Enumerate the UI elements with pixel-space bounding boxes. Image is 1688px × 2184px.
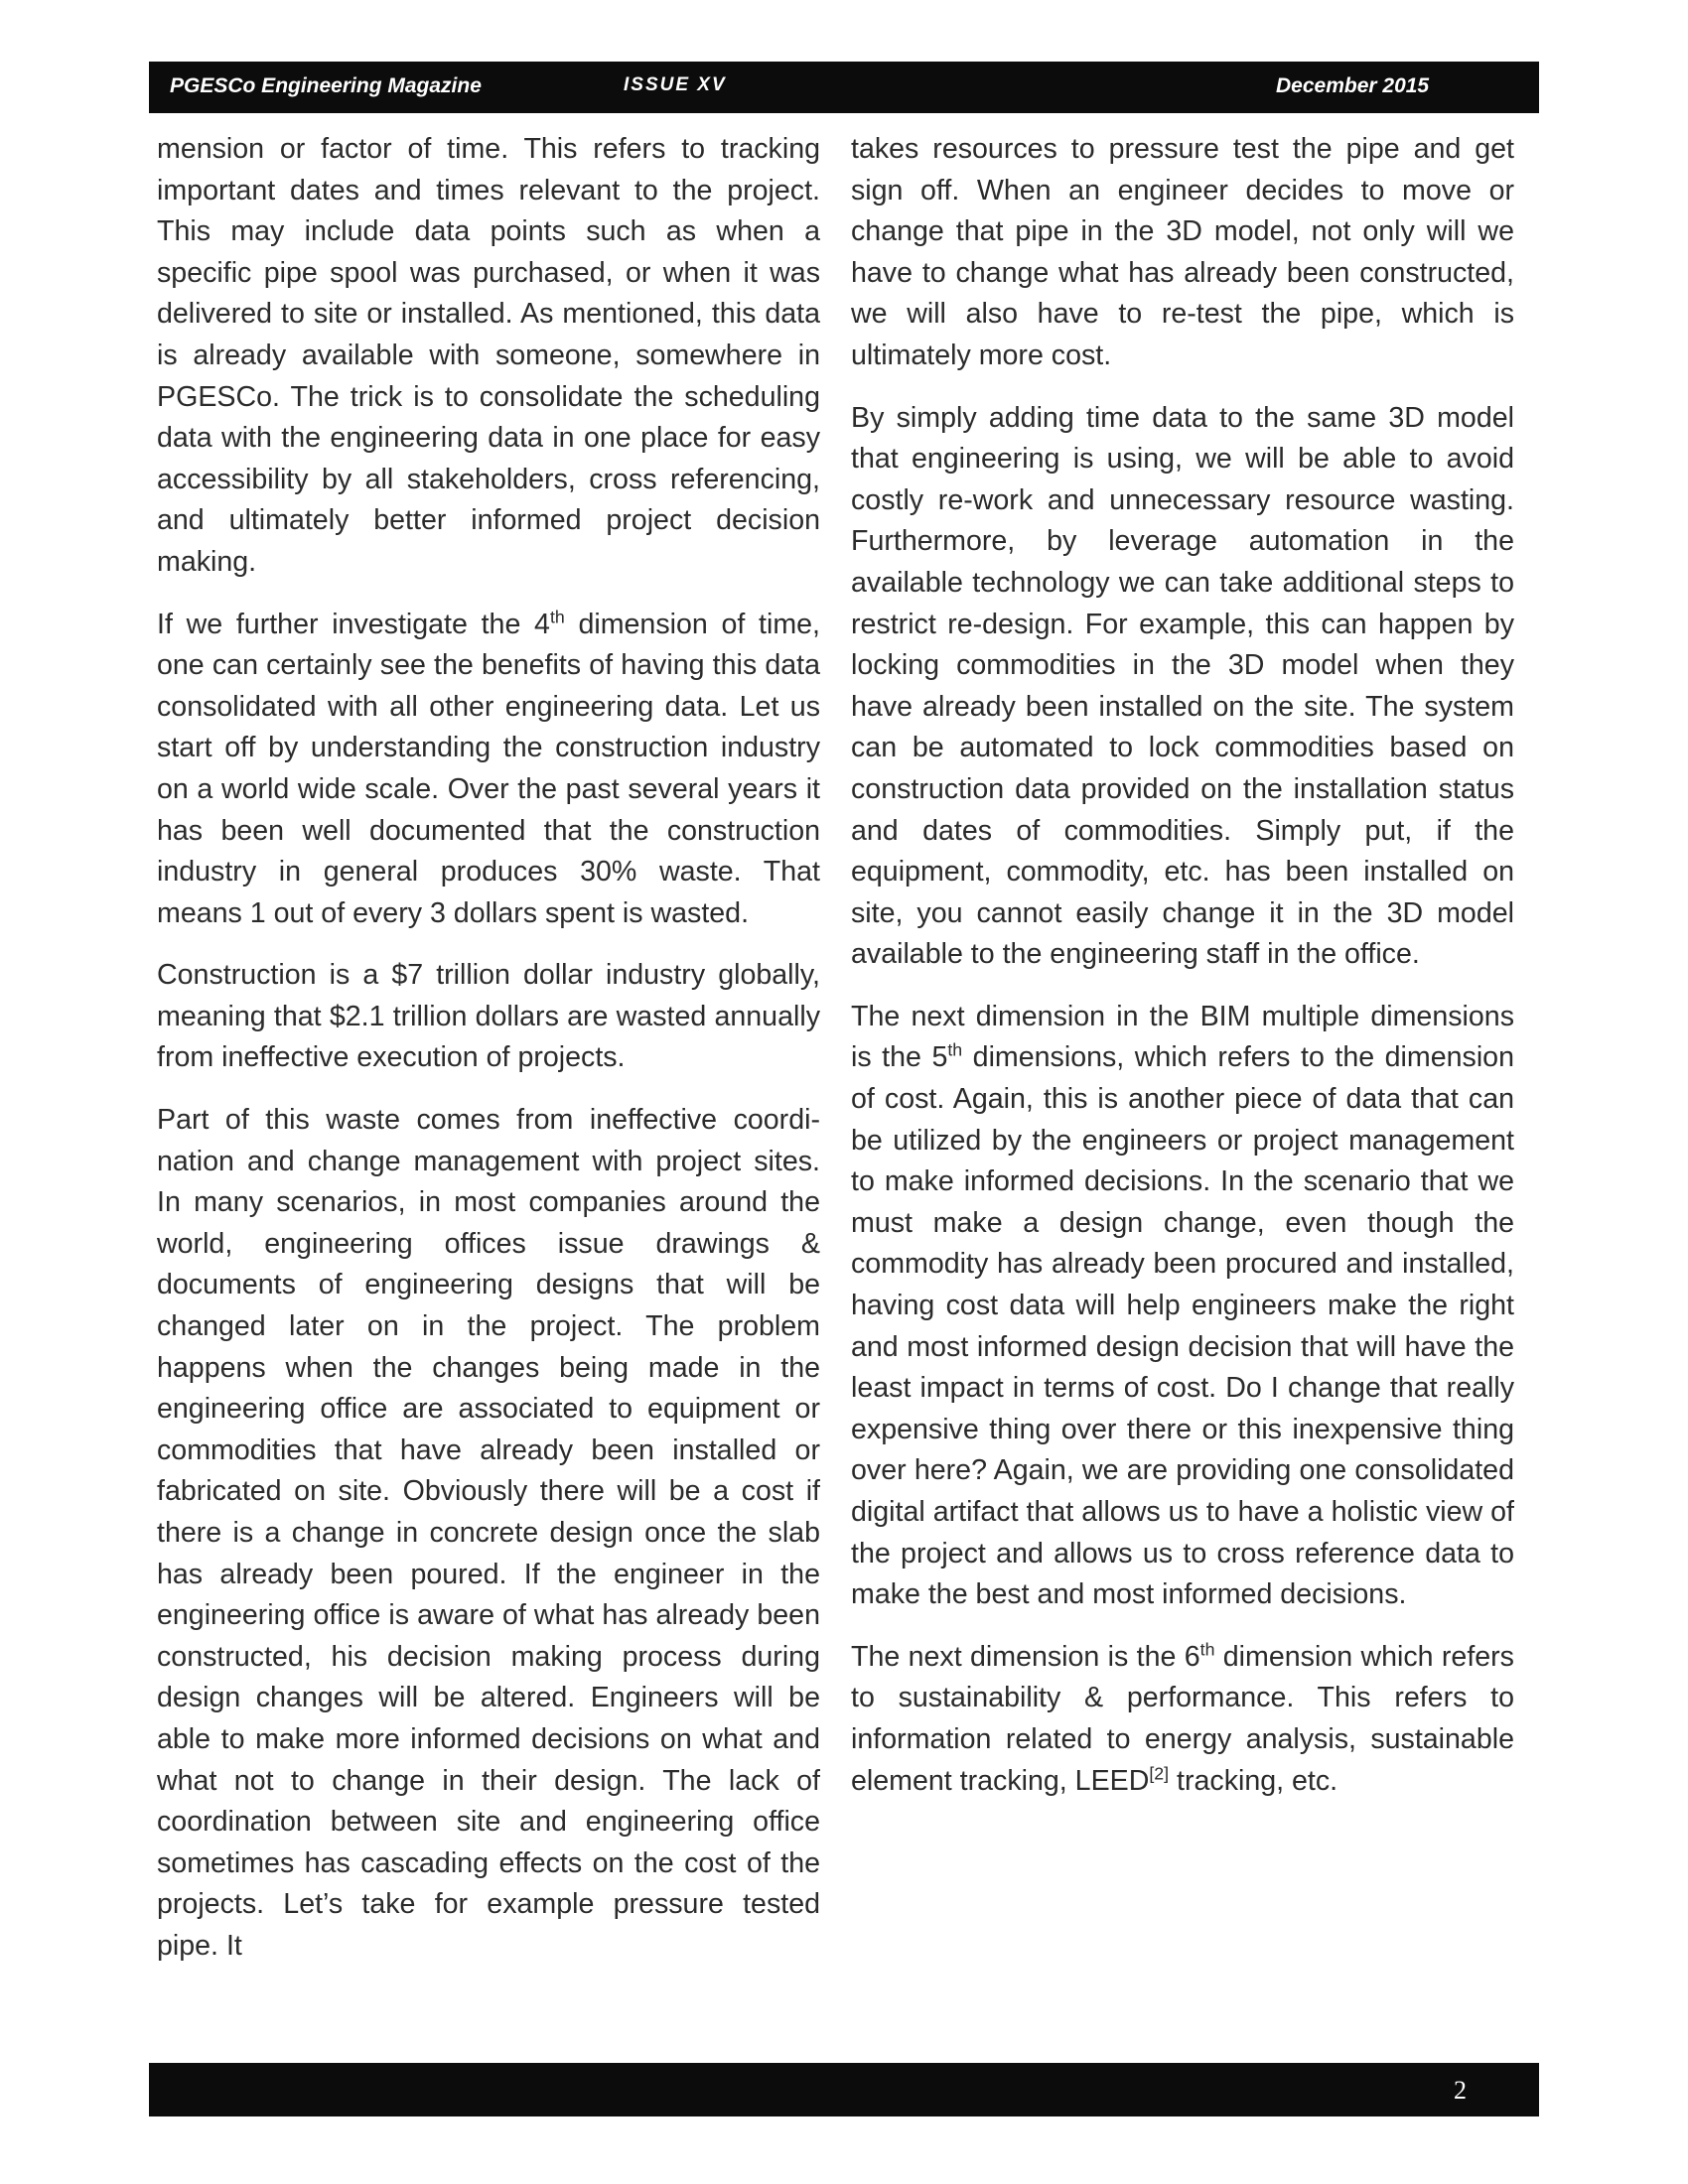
- page-number: 2: [1454, 2076, 1467, 2105]
- magazine-title: PGESCo Engineering Magazine: [170, 74, 482, 97]
- paragraph: Construction is a $7 trillion dollar industry globally, meaning that $2.1 trillion dollars are wasted annually from ineffective execution of projects.: [157, 959, 820, 1074]
- paragraph: If we further investigate the 4th dimension of time, one can certainly see the benefits of having this data consolidated with all other engineering data. Let us start off by understanding the construction industry on a world wide scale. Over the past several years it has been well documented that the construction industry in general produces 30% waste. That means 1 out of every 3 dollars spent is wasted.: [157, 607, 820, 929]
- superscript: th: [549, 607, 565, 626]
- paragraph: By simply adding time data to the same 3D model that engineering is using, we will be able to avoid costly re-work and unnecessary resource wasting. Furthermore, by leverage automation in the available technology we can take additional steps to restrict re-design. For example, this can happen by locking commodities in the 3D model when they have already been installed on the site. The system can be automated to lock commodities based on construction data provided on the installation status and dates of commodities. Simply put, if the equipment, commodity, etc. has been installed on site, you cannot easily change it in the 3D model available to the engineering staff in the office.: [851, 401, 1514, 971]
- paragraph: The next dimension is the 6th dimension which refers to sustainability & performance. This refers to information related to energy analysis, sustainable element tracking, LEED[2] tracking, etc.: [851, 1639, 1514, 1797]
- right-column: [851, 129, 1514, 1823]
- paragraph: takes resources to pressure test the pipe and get sign off. When an engineer decides to move or change that pipe in the 3D model, not only will we have to change what has already been constructed, we will also have to re-test the pipe, which is ultimately more cost.: [851, 133, 1514, 371]
- paragraph: Part of this waste comes from ineffective coordination and change management with project sites. In many scenarios, in most companies around the world, engineering offices issue drawings & documents of engineering designs that will be changed later on in the project. The problem happens when the changes being made in the engineering office are associated to equipment or commodities that have already been installed or fabricated on site. Obviously there will be a cost if there is a change in concrete design once the slab has already been poured. If the engineer in the engineering office is aware of what has already been constructed, his decision making process during design changes will be altered. Engineers will be able to make more informed decisions on what and what not to change in their design. The lack of coordination between site and engineering office sometimes has cascading effects on the cost of the projects. Let’s take for example pressure tested pipe. It: [157, 1104, 820, 1962]
- left-column: [157, 129, 820, 1988]
- superscript: th: [1199, 1639, 1215, 1660]
- footer-bar: [149, 2063, 1539, 2116]
- superscript: th: [947, 1039, 963, 1060]
- issue-label: ISSUE XV: [624, 74, 727, 95]
- paragraph: mension or factor of time. This refers to tracking important dates and times relevant to the project. This may include data points such as when a specific pipe spool was purchased, or when it was delivered to site or installed. As mentioned, this data is already available with someone, somewhere in PGESCo. The trick is to consolidate the scheduling data with the engineering data in one place for easy accessibility by all stakeholders, cross referencing, and ultimately better informed project decision making.: [157, 133, 820, 578]
- issue-date: December 2015: [1276, 74, 1430, 97]
- citation-reference: [2]: [1149, 1763, 1170, 1784]
- header-bar: [149, 62, 1539, 113]
- paragraph: The next dimension in the BIM multiple dimensions is the 5th dimensions, which refers to the dimension of cost. Again, this is another piece of data that can be utilized by the engineers or project management to make informed decisions. In the scenario that we must make a design change, even though the commodity has already been procured and installed, having cost data will help engineers make the right and most informed design decision that will have the least impact in terms of cost. Do I change that really expensive thing over there or this inexpensive thing over here? Again, we are providing one consolidated digital artifact that allows us to have a holistic view of the project and allows us to cross reference data to make the best and most informed decisions.: [851, 1000, 1514, 1611]
